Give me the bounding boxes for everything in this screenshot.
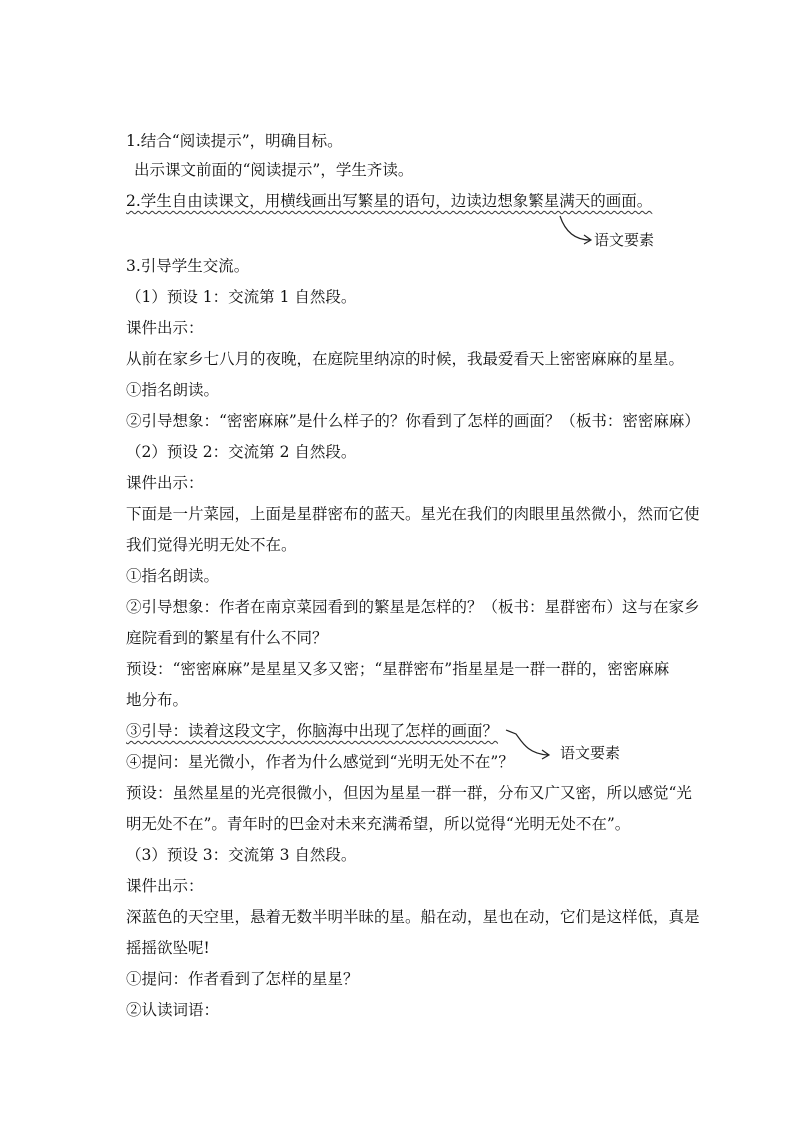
text-line: ①指名朗读。 [126,381,220,399]
annotation-label: 语文要素 [560,744,621,762]
text-line: 从前在家乡七八月的夜晚，在庭院里纳凉的时候，我最爱看天上密密麻麻的星星。 [126,350,685,368]
text-line: 课件出示： [126,319,204,337]
text-line: 庭院看到的繁星有什么不同？ [126,629,328,647]
text-line: 下面是一片菜园，上面是星群密布的蓝天。星光在我们的肉眼里虽然微小，然而它使 [126,505,700,523]
text-line: 明无处不在”。青年时的巴金对未来充满希望，所以觉得“光明无处不在”。 [126,815,631,833]
text-line: ①指名朗读。 [126,567,220,585]
text-line: （3）预设 3：交流第 3 自然段。 [126,846,357,864]
text-line: 地分布。 [126,691,189,709]
text-line: 课件出示： [126,877,204,895]
text-line: （2）预设 2：交流第 2 自然段。 [126,443,357,461]
annotation-label: 语文要素 [594,231,655,249]
text-line: 摇摇欲坠呢! [126,939,210,957]
text-line: 深蓝色的天空里，悬着无数半明半昧的星。船在动，星也在动，它们是这样低，真是 [126,908,700,926]
text-line: ①提问：作者看到了怎样的星星？ [126,970,359,988]
text-line: 预设：虽然星星的光亮很微小，但因为星星一群一群，分布又广又密，所以感觉“光 [126,784,692,802]
text-line: （1）预设 1：交流第 1 自然段。 [126,288,357,306]
text-line: 1.结合“阅读提示”，明确目标。 [126,132,343,150]
text-line: ②引导想象：“密密麻麻”是什么样子的？你看到了怎样的画面？（板书：密密麻麻） [126,412,700,430]
text-line-underlined: 2.学生自由读课文，用横线画出写繁星的语句，边读边想象繁星满天的画面。 [126,192,653,210]
text-line: ②引导想象：作者在南京菜园看到的繁星是怎样的？（板书：星群密布）这与在家乡 [126,598,700,616]
text-line: 课件出示： [126,474,204,492]
text-line: 预设：“密密麻麻”是星星又多又密；“星群密布”指星星是一群一群的，密密麻麻 [126,660,670,678]
text-line: ④提问：星光微小，作者为什么感觉到“光明无处不在”？ [126,753,514,771]
text-line: ②认读词语： [126,1001,220,1019]
text-line: 出示课文前面的“阅读提示”，学生齐读。 [134,161,414,179]
text-line: 3.引导学生交流。 [126,257,250,275]
arrow-icon [558,214,594,244]
text-line: 我们觉得光明无处不在。 [126,536,297,554]
text-line-underlined: ③引导：读着这段文字，你脑海中出现了怎样的画面？ [126,722,499,740]
